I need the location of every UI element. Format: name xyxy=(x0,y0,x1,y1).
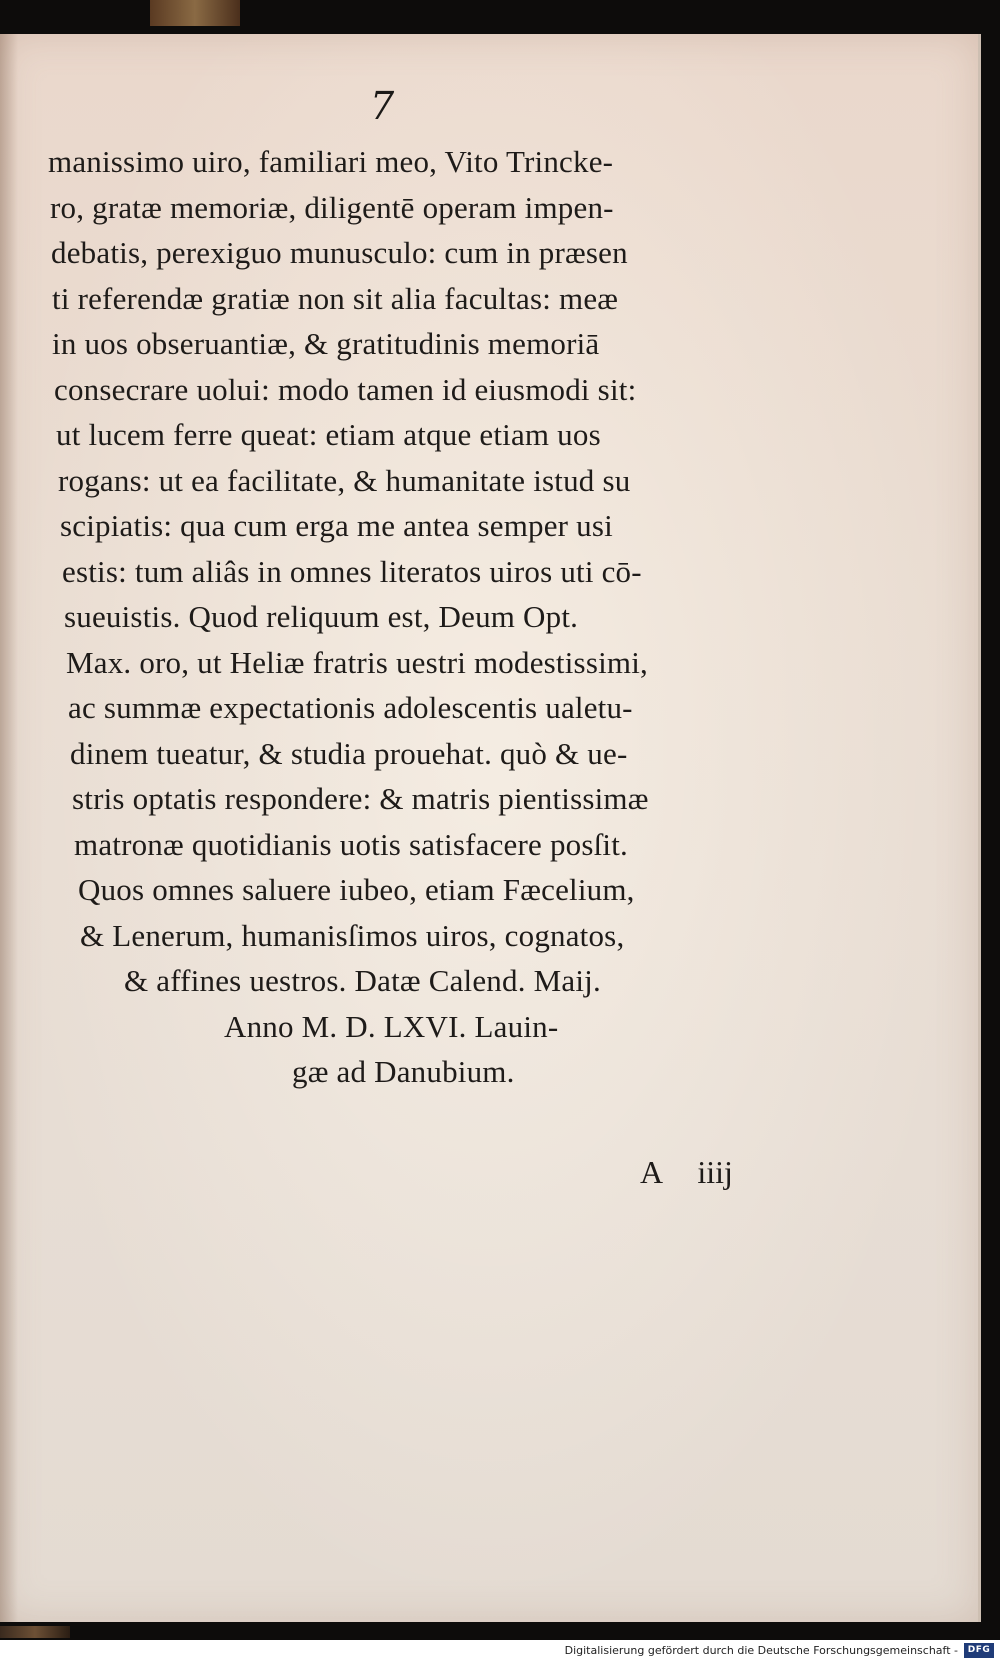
text-line: & affines uestros. Datæ Calend. Maij. xyxy=(124,963,601,998)
page-gutter-shadow xyxy=(0,34,18,1622)
signature-mark: A iiij xyxy=(640,1154,733,1190)
text-line: ti referendæ gratiæ non sit alia facultas: meæ xyxy=(52,280,619,316)
funding-credit: Digitalisierung gefördert durch die Deutsche Forschungsgemeinschaft - xyxy=(564,1644,958,1657)
text-line: scipiatis: qua cum erga me antea semper usi xyxy=(60,508,613,543)
book-page xyxy=(0,34,981,1622)
text-line: dinem tueatur, & studia prouehat. quò & ue- xyxy=(70,735,628,771)
text-line: gæ ad Danubium. xyxy=(292,1054,515,1089)
text-line: stris optatis respondere: & matris pientissimæ xyxy=(72,781,649,816)
digitization-footer xyxy=(0,1640,1000,1664)
text-line: sueuistis. Quod reliquum est, Deum Opt. xyxy=(64,599,579,634)
dfg-logo: DFG xyxy=(964,1643,994,1658)
text-line: ro, gratæ memoriæ, diligentē operam impen- xyxy=(50,189,614,225)
book-binding-top xyxy=(150,0,240,26)
page-number: 7 xyxy=(370,84,395,128)
text-line: ac summæ expectationis adolescentis ualetu- xyxy=(68,690,633,725)
text-line: consecrare uolui: modo tamen id eiusmodi sit: xyxy=(54,371,637,407)
text-line: manissimo uiro, familiari meo, Vito Trincke- xyxy=(48,144,614,179)
text-line: matronæ quotidianis uotis satisfacere posſit. xyxy=(74,826,628,862)
text-line: Anno M. D. LXVI. Lauin- xyxy=(224,1008,559,1044)
page-text-block xyxy=(48,139,808,1095)
text-line: in uos obseruantiæ, & gratitudinis memoriā xyxy=(52,326,600,361)
text-line: Quos omnes saluere iubeo, etiam Fæcelium, xyxy=(78,872,635,907)
text-line: rogans: ut ea facilitate, & humanitate istud su xyxy=(58,462,631,498)
text-line: ut lucem ferre queat: etiam atque etiam uos xyxy=(56,417,601,452)
text-line: & Lenerum, humanisſimos uiros, cognatos, xyxy=(80,917,625,953)
book-binding-bottom xyxy=(0,1626,70,1638)
text-line: Max. oro, ut Heliæ fratris uestri modestissimi, xyxy=(66,644,648,680)
text-line: debatis, perexiguo munusculo: cum in præsen xyxy=(51,235,628,270)
text-line: estis: tum aliâs in omnes literatos uiros uti cō- xyxy=(62,553,642,589)
